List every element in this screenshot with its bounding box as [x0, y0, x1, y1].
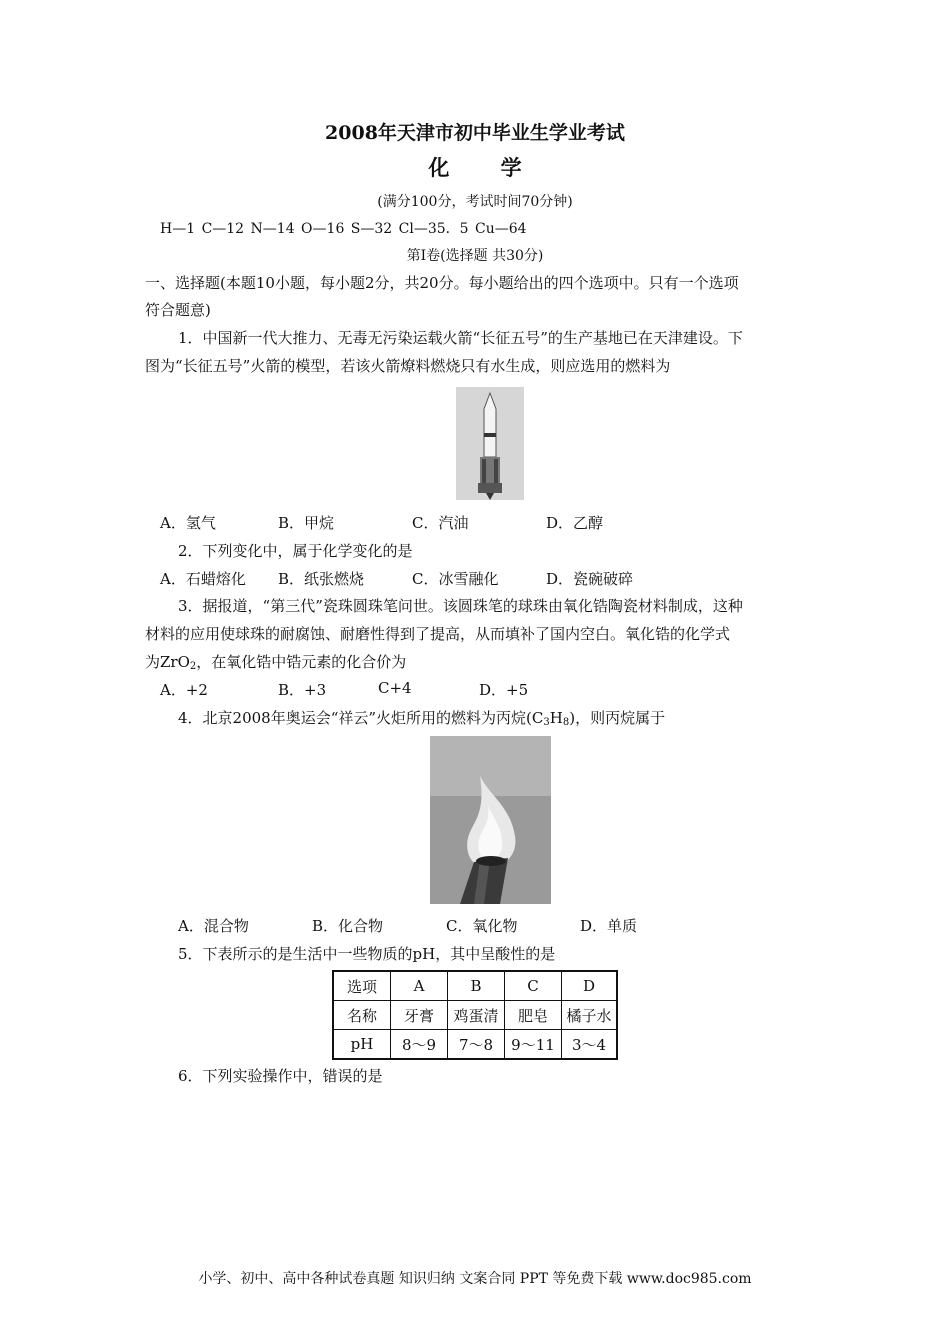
table-cell: 8～9 — [391, 1030, 448, 1060]
q3-line3 — [145, 651, 406, 672]
q4-stem-start: 4．北京2008年奥运会“祥云”火炬所用的燃料为丙烷(C — [178, 709, 544, 727]
q1-option-a: A．氢气 — [160, 514, 216, 532]
table-row — [333, 971, 617, 1001]
q4-option-c: C．氧化物 — [446, 917, 518, 935]
q4-option-a: A．混合物 — [178, 917, 249, 935]
q4-stem — [178, 707, 665, 728]
table-cell: 橘子水 — [562, 1001, 618, 1030]
q3-option-c: C+4 — [378, 679, 412, 697]
q2-option-a: A．石蜡熔化 — [160, 570, 246, 588]
exam-meta: (满分100分，考试时间70分钟) — [377, 194, 573, 210]
q3-line2: 材料的应用使球珠的耐腐蚀、耐磨性得到了提高，从而填补了国内空白。氧化锆的化学式 — [145, 625, 731, 643]
q3-option-a: A．+2 — [160, 681, 208, 699]
table-cell: C — [505, 971, 562, 1001]
q5-stem: 5．下表所示的是生活中一些物质的pH，其中呈酸性的是 — [178, 945, 556, 963]
q4-stem-end: )，则丙烷属于 — [569, 709, 666, 727]
table-cell: 选项 — [333, 971, 391, 1001]
part-heading: 第Ⅰ卷(选择题 共30分) — [406, 248, 544, 264]
q3-line3-start: 为ZrO — [145, 653, 190, 671]
q1-line2: 图为“长征五号”火箭的模型，若该火箭燎料燃烧只有水生成，则应选用的燃料为 — [145, 357, 671, 375]
q3-line1: 3．据报道，“第三代”瓷珠圆珠笔问世。该圆珠笔的球珠由氧化锆陶瓷材料制成，这种 — [178, 597, 743, 615]
q3-line3-end: ，在氧化锆中锆元素的化合价为 — [196, 653, 407, 671]
section-heading-line1: 一、选择题(本题10小题，每小题2分，共20分。每小题给出的四个选项中。只有一个选项 — [145, 274, 739, 292]
table-cell: A — [391, 971, 448, 1001]
table-cell: pH — [333, 1030, 391, 1060]
section-heading-line2: 符合题意) — [145, 301, 211, 319]
table-cell: 3～4 — [562, 1030, 618, 1060]
exam-title: 2008年天津市初中毕业生学业考试 — [325, 122, 625, 144]
table-row — [333, 1001, 617, 1030]
q6-stem: 6．下列实验操作中，错误的是 — [178, 1067, 383, 1085]
q4-option-b: B．化合物 — [312, 917, 384, 935]
page-footer: 小学、初中、高中各种试卷真题 知识归纳 文案合同 PPT 等免费下载 www.doc985.com — [198, 1271, 752, 1287]
q4-subscript-c: 3 — [543, 717, 550, 728]
table-cell: B — [448, 971, 505, 1001]
q4-option-d: D．单质 — [580, 917, 638, 935]
subject-title: 化 学 — [428, 155, 544, 180]
table-row — [333, 1030, 617, 1060]
ph-table — [332, 970, 618, 1060]
table-cell: 鸡蛋清 — [448, 1001, 505, 1030]
q1-option-d: D．乙醇 — [546, 514, 604, 532]
q2-option-d: D．瓷碗破碎 — [546, 570, 634, 588]
q2-stem: 2．下列变化中，属于化学变化的是 — [178, 542, 413, 560]
torch-image — [430, 736, 551, 904]
q2-option-b: B．纸张燃烧 — [278, 570, 365, 588]
q1-option-b: B．甲烷 — [278, 514, 335, 532]
q3-option-b: B．+3 — [278, 681, 327, 699]
q1-line1: 1．中国新一代大推力、无毒无污染运载火箭“长征五号”的生产基地已在天津建设。下 — [178, 329, 743, 347]
table-cell: 牙膏 — [391, 1001, 448, 1030]
atomic-masses: H—1 C—12 N—14 O—16 S—32 Cl—35．5 Cu—64 — [160, 221, 527, 237]
q1-option-c: C．汽油 — [412, 514, 469, 532]
table-cell: D — [562, 971, 618, 1001]
q4-stem-h: H — [549, 709, 563, 727]
q4-subscript-h: 8 — [562, 717, 570, 728]
table-cell: 7～8 — [448, 1030, 505, 1060]
q3-option-d: D．+5 — [479, 681, 529, 699]
rocket-image — [456, 387, 524, 500]
q3-subscript: 2 — [189, 661, 197, 672]
q2-option-c: C．冰雪融化 — [412, 570, 499, 588]
table-cell: 肥皂 — [505, 1001, 562, 1030]
table-cell: 9～11 — [505, 1030, 562, 1060]
table-cell: 名称 — [333, 1001, 391, 1030]
